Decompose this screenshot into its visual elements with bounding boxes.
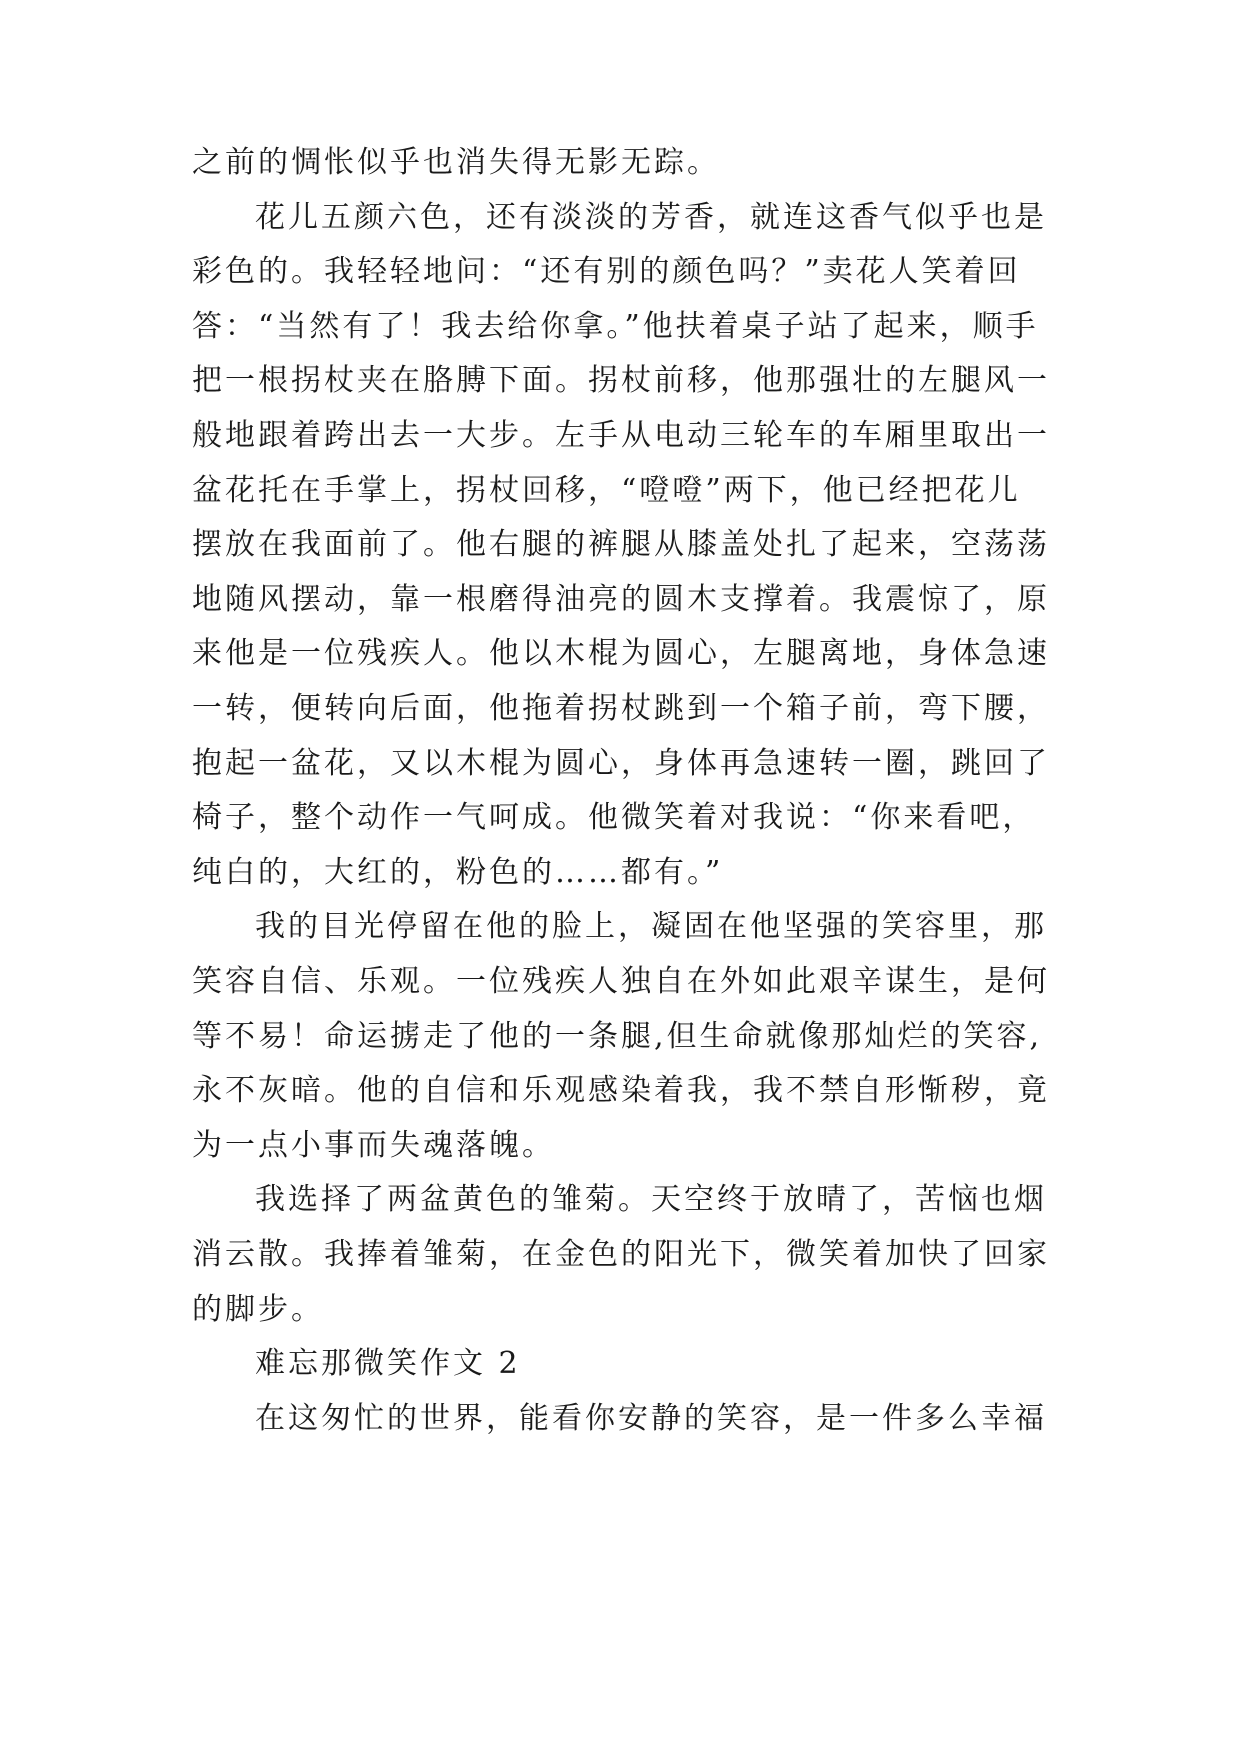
text-line: 永不灰暗。他的自信和乐观感染着我，我不禁自形惭秽，竟 [192, 1073, 1050, 1108]
text-line: 在这匆忙的世界，能看你安静的笑容，是一件多么幸福 [255, 1401, 1047, 1436]
text-line: 之前的惆怅似乎也消失得无影无踪。 [192, 145, 720, 180]
text-line: 的脚步。 [192, 1292, 324, 1327]
text-line: 般地跟着跨出去一大步。左手从电动三轮车的车厢里取出一 [192, 418, 1050, 453]
text-line: 等不易！命运掳走了他的一条腿,但生命就像那灿烂的笑容, [192, 1019, 1043, 1054]
text-line: 来他是一位残疾人。他以木棍为圆心，左腿离地，身体急速 [192, 636, 1050, 671]
text-line: 地随风摆动，靠一根磨得油亮的圆木支撑着。我震惊了，原 [192, 582, 1050, 617]
text-line: 盆花托在手掌上，拐杖回移，“噔噔”两下，他已经把花儿 [192, 473, 1021, 508]
text-line: 把一根拐杖夹在胳膊下面。拐杖前移，他那强壮的左腿风一 [192, 363, 1050, 398]
text-line: 为一点小事而失魂落魄。 [192, 1128, 555, 1163]
text-line: 一转，便转向后面，他拖着拐杖跳到一个箱子前，弯下腰， [192, 691, 1050, 726]
text-line: 彩色的。我轻轻地问：“还有别的颜色吗？”卖花人笑着回 [192, 254, 1021, 289]
section-heading: 难忘那微笑作文 2 [255, 1346, 521, 1381]
text-line: 椅子，整个动作一气呵成。他微笑着对我说：“你来看吧， [192, 800, 1036, 835]
text-line: 抱起一盆花，又以木棍为圆心，身体再急速转一圈，跳回了 [192, 746, 1050, 781]
text-line: 我的目光停留在他的脸上，凝固在他坚强的笑容里，那 [255, 909, 1047, 944]
text-line: 消云散。我捧着雏菊，在金色的阳光下，微笑着加快了回家 [192, 1237, 1050, 1272]
text-line: 笑容自信、乐观。一位残疾人独自在外如此艰辛谋生，是何 [192, 964, 1050, 999]
text-line: 答：“当然有了！我去给你拿。”他扶着桌子站了起来，顺手 [192, 309, 1039, 344]
text-line: 纯白的，大红的，粉色的……都有。” [192, 855, 724, 890]
text-line: 花儿五颜六色，还有淡淡的芳香，就连这香气似乎也是 [255, 200, 1047, 235]
text-line: 摆放在我面前了。他右腿的裤腿从膝盖处扎了起来，空荡荡 [192, 527, 1050, 562]
text-line: 我选择了两盆黄色的雏菊。天空终于放晴了，苦恼也烟 [255, 1182, 1047, 1217]
